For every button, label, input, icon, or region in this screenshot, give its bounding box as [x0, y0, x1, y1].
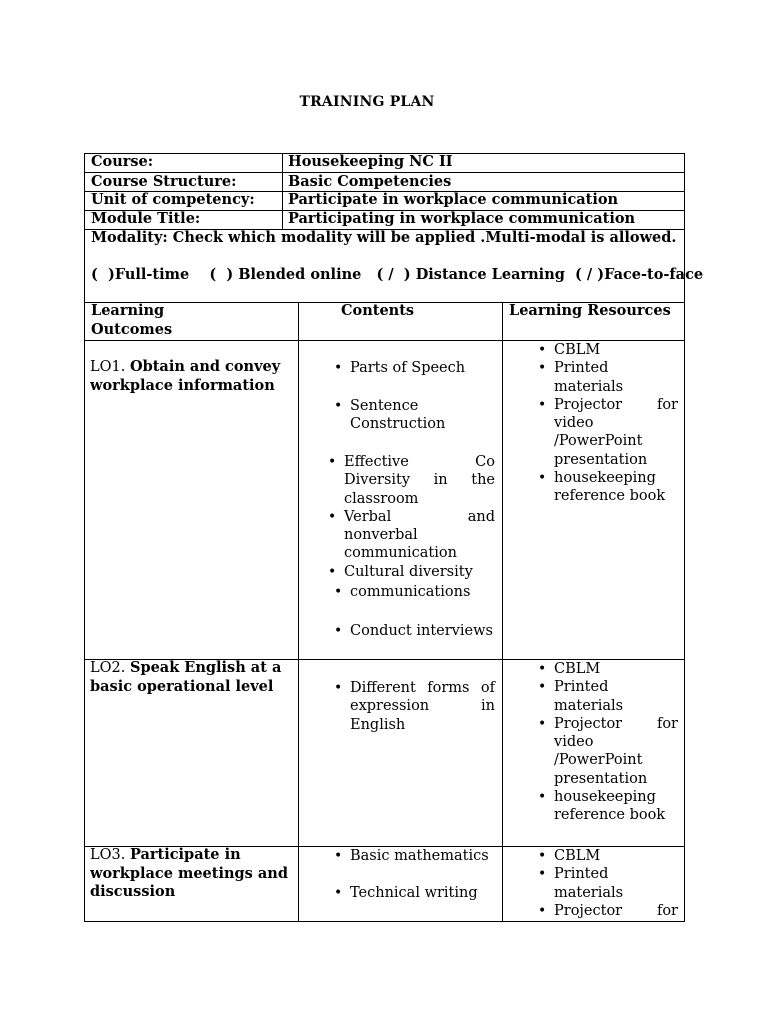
lo3-contents-list: [328, 884, 495, 902]
header-contents: Contents: [341, 302, 415, 319]
list-item: • Basic mathematics: [328, 847, 495, 865]
module-title-label: Module Title:: [91, 210, 201, 227]
lo1-contents-list: [328, 397, 495, 434]
lo-prefix: LO1.: [90, 359, 130, 375]
lo-title: Speak English at a basic operational level: [90, 659, 282, 695]
course-structure-label: Course Structure:: [91, 173, 237, 190]
list-item: • CBLM: [532, 341, 678, 359]
lo-prefix: LO3.: [90, 847, 130, 863]
learning-outcome-2: [90, 659, 290, 696]
lo-title: Participate in workplace meetings and discussion: [90, 846, 288, 900]
lo2-resources-list: [532, 660, 678, 825]
list-item: • CBLM: [532, 847, 678, 865]
header-learning-resources: Learning Resources: [509, 302, 671, 319]
header-learning-outcomes-line2: Outcomes: [91, 320, 173, 338]
lo3-resources-list: [532, 847, 678, 920]
document-title: TRAINING PLAN: [299, 94, 435, 110]
list-item: • Verbal and nonverbal communication: [322, 508, 495, 563]
list-item: • housekeeping reference book: [532, 788, 678, 825]
lo1-contents-list: [328, 583, 495, 601]
lo-title: Obtain and convey workplace information: [90, 358, 281, 394]
list-item: • Projector for: [532, 902, 678, 920]
list-item: • Projector for video /PowerPoint presentation: [532, 396, 678, 469]
modality-options: ( )Full-time ( ) Blended online ( / ) Distance Learning ( / )Face-to-face: [91, 266, 704, 283]
list-item: • Conduct interviews: [328, 622, 495, 640]
list-item: • communications: [328, 583, 495, 601]
modality-instruction: Modality: Check which modality will be applied .Multi-modal is allowed.: [91, 229, 677, 246]
list-item: • Different forms of expression in English: [328, 679, 495, 734]
header-learning-outcomes: [91, 302, 172, 339]
module-title-value: Participating in workplace communication: [288, 210, 636, 227]
list-item: • housekeeping reference book: [532, 469, 678, 506]
list-item: • CBLM: [532, 660, 678, 678]
learning-outcome-3: [90, 846, 290, 902]
plan-column-divider: [502, 302, 503, 922]
course-structure-value: Basic Competencies: [288, 173, 452, 190]
unit-of-competency-label: Unit of competency:: [91, 191, 255, 208]
unit-of-competency-value: Participate in workplace communication: [288, 191, 619, 208]
lo1-contents-list: [322, 453, 495, 581]
list-item: • Effective Co Diversity in the classroom: [322, 453, 495, 508]
list-item: • Parts of Speech: [328, 359, 495, 377]
lo-prefix: LO2.: [90, 660, 130, 676]
plan-column-divider: [298, 302, 299, 922]
header-column-divider: [282, 153, 283, 229]
lo1-contents-list: [328, 622, 495, 640]
list-item: • Sentence Construction: [328, 397, 495, 434]
lo2-contents-list: [328, 679, 495, 734]
list-item: • Cultural diversity: [322, 563, 495, 581]
lo1-resources-list: [532, 341, 678, 506]
list-item: • Printed materials: [532, 359, 678, 396]
list-item: • Technical writing: [328, 884, 495, 902]
course-label: Course:: [91, 153, 154, 170]
list-item: • Printed materials: [532, 865, 678, 902]
course-value: Housekeeping NC II: [288, 153, 453, 170]
lo3-contents-list: [328, 847, 495, 865]
lo1-contents-list: [328, 359, 495, 377]
learning-outcome-1: [90, 358, 290, 395]
list-item: • Projector for video /PowerPoint presentation: [532, 715, 678, 788]
header-learning-outcomes-line1: Learning: [91, 302, 165, 319]
list-item: • Printed materials: [532, 678, 678, 715]
